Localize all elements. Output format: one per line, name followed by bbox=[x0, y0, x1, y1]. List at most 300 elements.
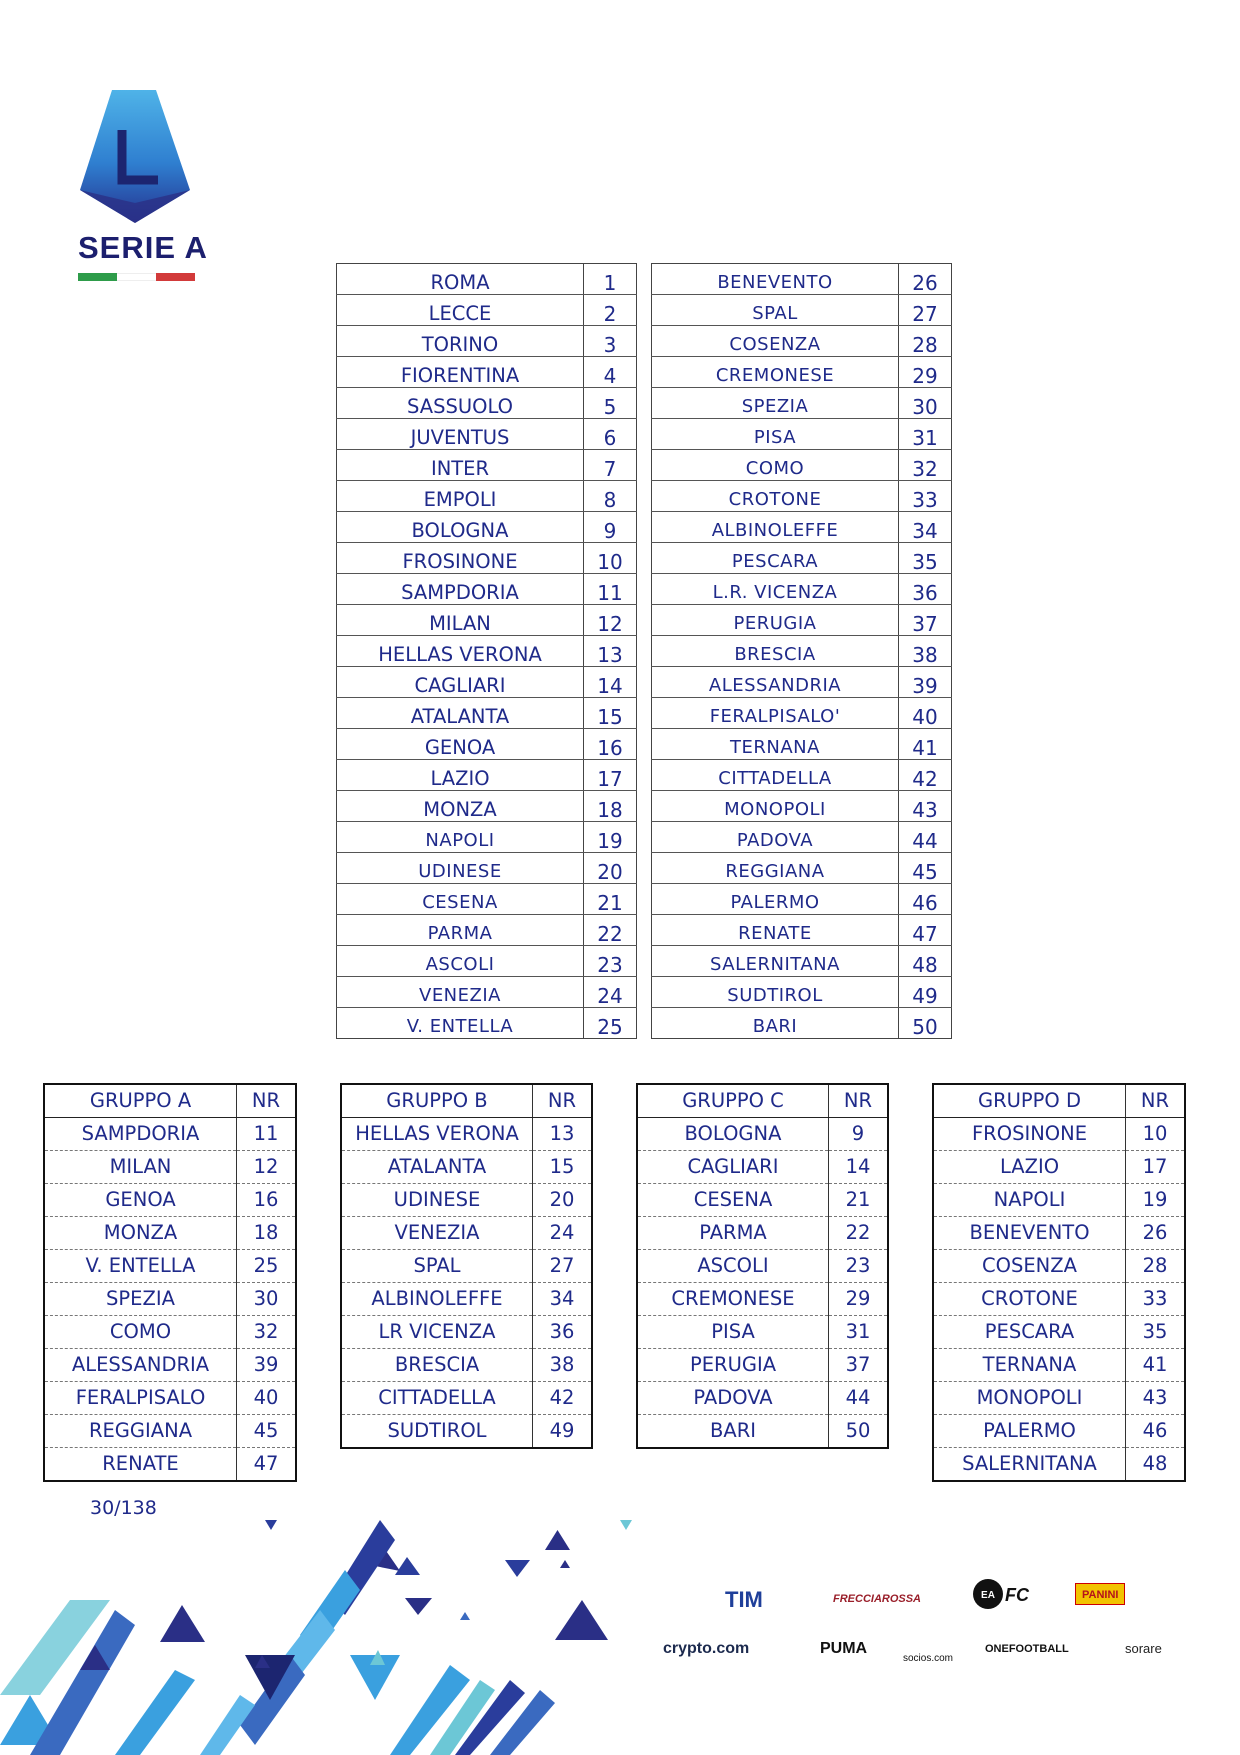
ranking-row bbox=[337, 791, 637, 822]
team-number: 45 bbox=[899, 853, 952, 884]
team-name: BENEVENTO bbox=[652, 264, 899, 295]
team-name: ALBINOLEFFE bbox=[652, 512, 899, 543]
group-row bbox=[933, 1118, 1185, 1151]
group-header-row bbox=[637, 1084, 888, 1118]
team-number: 9 bbox=[584, 512, 637, 543]
team-number: 46 bbox=[899, 884, 952, 915]
team-number: 34 bbox=[899, 512, 952, 543]
team-number: 40 bbox=[237, 1382, 297, 1415]
ranking-row bbox=[652, 853, 952, 884]
group-row bbox=[933, 1349, 1185, 1382]
team-name: ASCOLI bbox=[337, 946, 584, 977]
team-name: TORINO bbox=[337, 326, 584, 357]
nr-header: NR bbox=[829, 1084, 889, 1118]
group-row bbox=[341, 1184, 592, 1217]
team-name: LECCE bbox=[337, 295, 584, 326]
team-name: EMPOLI bbox=[337, 481, 584, 512]
team-number: 39 bbox=[237, 1349, 297, 1382]
team-name: BARI bbox=[652, 1008, 899, 1039]
sponsor-sorare-logo: sorare bbox=[1125, 1641, 1162, 1656]
ranking-row bbox=[337, 977, 637, 1008]
group-row bbox=[933, 1283, 1185, 1316]
team-name: SUDTIROL bbox=[341, 1415, 533, 1449]
group-row bbox=[637, 1184, 888, 1217]
team-number: 17 bbox=[1126, 1151, 1186, 1184]
group-header-row bbox=[44, 1084, 296, 1118]
team-name: CROTONE bbox=[652, 481, 899, 512]
group-row bbox=[933, 1217, 1185, 1250]
ranking-row bbox=[337, 295, 637, 326]
svg-text:FC: FC bbox=[1005, 1585, 1029, 1605]
group-row bbox=[933, 1448, 1185, 1482]
team-name: V. ENTELLA bbox=[337, 1008, 584, 1039]
team-number: 10 bbox=[1126, 1118, 1186, 1151]
team-number: 18 bbox=[584, 791, 637, 822]
team-name: PISA bbox=[652, 419, 899, 450]
team-number: 14 bbox=[829, 1151, 889, 1184]
team-number: 39 bbox=[899, 667, 952, 698]
group-row bbox=[44, 1151, 296, 1184]
team-number: 12 bbox=[237, 1151, 297, 1184]
team-name: BENEVENTO bbox=[933, 1217, 1126, 1250]
team-name: CAGLIARI bbox=[637, 1151, 829, 1184]
team-name: NAPOLI bbox=[933, 1184, 1126, 1217]
team-name: BRESCIA bbox=[341, 1349, 533, 1382]
group-b-table bbox=[340, 1083, 593, 1449]
team-number: 27 bbox=[899, 295, 952, 326]
team-number: 21 bbox=[584, 884, 637, 915]
team-name: PARMA bbox=[337, 915, 584, 946]
team-number: 44 bbox=[829, 1382, 889, 1415]
group-row bbox=[44, 1448, 296, 1482]
team-name: GENOA bbox=[337, 729, 584, 760]
group-row bbox=[44, 1283, 296, 1316]
group-row bbox=[933, 1415, 1185, 1448]
team-name: MONZA bbox=[337, 791, 584, 822]
sponsor-ea-sports-fc-logo bbox=[973, 1577, 1033, 1616]
team-number: 49 bbox=[549, 1419, 575, 1442]
team-number: 38 bbox=[533, 1349, 593, 1382]
sponsor-onefootball-logo: ONEFOOTBALL bbox=[985, 1643, 1069, 1655]
ranking-row bbox=[337, 419, 637, 450]
team-name: PALERMO bbox=[933, 1415, 1126, 1448]
team-name: MONOPOLI bbox=[652, 791, 899, 822]
team-name: SPAL bbox=[652, 295, 899, 326]
sponsor-frecciarossa-logo: FRECCIAROSSA bbox=[833, 1593, 922, 1605]
group-row bbox=[44, 1415, 296, 1448]
group-a-table bbox=[43, 1083, 297, 1482]
team-number: 29 bbox=[899, 357, 952, 388]
team-name: SAMPDORIA bbox=[337, 574, 584, 605]
team-name: CITTADELLA bbox=[652, 760, 899, 791]
team-name: L.R. VICENZA bbox=[652, 574, 899, 605]
sponsors-bar bbox=[655, 1585, 1215, 1695]
team-number: 32 bbox=[237, 1316, 297, 1349]
team-number: 5 bbox=[584, 388, 637, 419]
team-number: 26 bbox=[899, 264, 952, 295]
team-name: SASSUOLO bbox=[337, 388, 584, 419]
ranking-row bbox=[652, 1008, 952, 1039]
ranking-row bbox=[337, 667, 637, 698]
team-number: 18 bbox=[237, 1217, 297, 1250]
ranking-row bbox=[337, 915, 637, 946]
ranking-row bbox=[652, 822, 952, 853]
team-number: 2 bbox=[584, 295, 637, 326]
team-name: SALERNITANA bbox=[652, 946, 899, 977]
team-name: HELLAS VERONA bbox=[337, 636, 584, 667]
ranking-row bbox=[337, 636, 637, 667]
team-number: 35 bbox=[899, 543, 952, 574]
ranking-row bbox=[652, 326, 952, 357]
ranking-row bbox=[652, 667, 952, 698]
team-name: TERNANA bbox=[933, 1349, 1126, 1382]
team-number: 43 bbox=[899, 791, 952, 822]
team-name: COMO bbox=[44, 1316, 237, 1349]
ranking-row bbox=[337, 605, 637, 636]
team-number: 44 bbox=[899, 822, 952, 853]
team-number: 33 bbox=[899, 481, 952, 512]
team-number: 43 bbox=[1126, 1382, 1186, 1415]
team-name: TERNANA bbox=[652, 729, 899, 760]
nr-header: NR bbox=[533, 1084, 593, 1118]
ranking-row bbox=[652, 884, 952, 915]
ranking-row bbox=[652, 512, 952, 543]
team-number: 49 bbox=[899, 977, 952, 1008]
team-number: 4 bbox=[584, 357, 637, 388]
team-name: REGGIANA bbox=[652, 853, 899, 884]
team-name: CREMONESE bbox=[652, 357, 899, 388]
team-number: 29 bbox=[829, 1283, 889, 1316]
group-row bbox=[341, 1151, 592, 1184]
group-row bbox=[44, 1382, 296, 1415]
group-d-table bbox=[932, 1083, 1186, 1482]
team-name: FROSINONE bbox=[933, 1118, 1126, 1151]
group-row bbox=[637, 1349, 888, 1382]
ranking-row bbox=[337, 481, 637, 512]
team-number: 37 bbox=[899, 605, 952, 636]
team-name: CREMONESE bbox=[637, 1283, 829, 1316]
team-number: 13 bbox=[533, 1118, 593, 1151]
ranking-row bbox=[337, 326, 637, 357]
team-name: CESENA bbox=[337, 884, 584, 915]
team-number: 20 bbox=[533, 1184, 593, 1217]
team-number: 31 bbox=[829, 1316, 889, 1349]
team-number: 15 bbox=[533, 1151, 593, 1184]
team-name: PESCARA bbox=[652, 543, 899, 574]
ranking-row bbox=[652, 791, 952, 822]
team-number: 35 bbox=[1126, 1316, 1186, 1349]
group-row bbox=[637, 1316, 888, 1349]
group-row bbox=[637, 1250, 888, 1283]
team-name: VENEZIA bbox=[341, 1217, 533, 1250]
team-name: V. ENTELLA bbox=[44, 1250, 237, 1283]
group-title: GRUPPO B bbox=[341, 1084, 533, 1118]
team-number: 41 bbox=[899, 729, 952, 760]
team-number: 38 bbox=[899, 636, 952, 667]
team-name: PESCARA bbox=[933, 1316, 1126, 1349]
team-name: MILAN bbox=[337, 605, 584, 636]
team-number: 22 bbox=[584, 915, 637, 946]
ranking-row bbox=[337, 450, 637, 481]
ranking-row bbox=[337, 357, 637, 388]
group-row bbox=[637, 1217, 888, 1250]
team-number: 40 bbox=[899, 698, 952, 729]
group-row bbox=[637, 1118, 888, 1151]
team-name: ATALANTA bbox=[337, 698, 584, 729]
group-row bbox=[44, 1184, 296, 1217]
team-name: ASCOLI bbox=[637, 1250, 829, 1283]
group-title: GRUPPO D bbox=[933, 1084, 1126, 1118]
team-name: BRESCIA bbox=[652, 636, 899, 667]
team-number: 19 bbox=[584, 822, 637, 853]
team-name: HELLAS VERONA bbox=[341, 1118, 533, 1151]
team-name: PALERMO bbox=[652, 884, 899, 915]
team-number: 47 bbox=[253, 1452, 279, 1475]
team-name: PERUGIA bbox=[637, 1349, 829, 1382]
team-name: MONZA bbox=[44, 1217, 237, 1250]
ranking-row bbox=[652, 946, 952, 977]
team-name: LAZIO bbox=[337, 760, 584, 791]
team-number: 48 bbox=[1142, 1452, 1168, 1475]
group-row bbox=[637, 1415, 888, 1449]
team-name: UDINESE bbox=[341, 1184, 533, 1217]
team-name: LAZIO bbox=[933, 1151, 1126, 1184]
team-number: 34 bbox=[533, 1283, 593, 1316]
team-name: SAMPDORIA bbox=[44, 1118, 237, 1151]
group-header-row bbox=[341, 1084, 592, 1118]
team-name: SPEZIA bbox=[44, 1283, 237, 1316]
team-name: FERALPISALO bbox=[44, 1382, 237, 1415]
ranking-row bbox=[337, 729, 637, 760]
team-number: 42 bbox=[533, 1382, 593, 1415]
team-name: PADOVA bbox=[637, 1382, 829, 1415]
team-name: SPAL bbox=[341, 1250, 533, 1283]
sponsor-panini-logo bbox=[1075, 1583, 1125, 1605]
team-name: REGGIANA bbox=[44, 1415, 237, 1448]
team-name: ALESSANDRIA bbox=[44, 1349, 237, 1382]
svg-text:EA: EA bbox=[981, 1590, 995, 1601]
team-number: 23 bbox=[829, 1250, 889, 1283]
group-row bbox=[341, 1118, 592, 1151]
team-number: 28 bbox=[899, 326, 952, 357]
team-number: 50 bbox=[912, 1015, 938, 1039]
team-number: 23 bbox=[584, 946, 637, 977]
team-number: 25 bbox=[237, 1250, 297, 1283]
sponsor-socios-logo: socios.com bbox=[903, 1653, 954, 1664]
team-number: 28 bbox=[1126, 1250, 1186, 1283]
group-row bbox=[933, 1184, 1185, 1217]
team-number: 36 bbox=[899, 574, 952, 605]
ranking-row bbox=[652, 419, 952, 450]
team-number: 16 bbox=[584, 729, 637, 760]
ranking-row bbox=[652, 915, 952, 946]
ranking-row bbox=[652, 977, 952, 1008]
team-number: 12 bbox=[584, 605, 637, 636]
team-number: 19 bbox=[1126, 1184, 1186, 1217]
serie-a-wordmark: SERIE A bbox=[78, 230, 208, 265]
team-number: 13 bbox=[584, 636, 637, 667]
team-name: MONOPOLI bbox=[933, 1382, 1126, 1415]
team-name: CESENA bbox=[637, 1184, 829, 1217]
team-number: 11 bbox=[237, 1118, 297, 1151]
team-number: 8 bbox=[584, 481, 637, 512]
ranking-row bbox=[652, 605, 952, 636]
group-row bbox=[44, 1316, 296, 1349]
group-header-row bbox=[933, 1084, 1185, 1118]
italian-flag-stripe bbox=[78, 273, 195, 281]
team-number: 10 bbox=[584, 543, 637, 574]
serie-a-logo-icon bbox=[70, 85, 200, 235]
team-name: CROTONE bbox=[933, 1283, 1126, 1316]
ranking-row bbox=[337, 1008, 637, 1039]
team-number: 45 bbox=[237, 1415, 297, 1448]
team-name: GENOA bbox=[44, 1184, 237, 1217]
ranking-row bbox=[337, 946, 637, 977]
ranking-row bbox=[337, 822, 637, 853]
ranking-row bbox=[337, 543, 637, 574]
team-name: ROMA bbox=[337, 264, 584, 295]
team-number: 22 bbox=[829, 1217, 889, 1250]
team-name: COMO bbox=[652, 450, 899, 481]
group-row bbox=[341, 1382, 592, 1415]
team-number: 7 bbox=[584, 450, 637, 481]
team-number: 24 bbox=[533, 1217, 593, 1250]
team-name: MILAN bbox=[44, 1151, 237, 1184]
team-name: VENEZIA bbox=[337, 977, 584, 1008]
team-number: 48 bbox=[899, 946, 952, 977]
team-name: BOLOGNA bbox=[637, 1118, 829, 1151]
ranking-row bbox=[652, 760, 952, 791]
team-number: 9 bbox=[829, 1118, 889, 1151]
group-title: GRUPPO C bbox=[637, 1084, 829, 1118]
group-row bbox=[933, 1382, 1185, 1415]
decorative-triangles bbox=[0, 1515, 640, 1755]
ranking-row bbox=[652, 543, 952, 574]
team-number: 14 bbox=[584, 667, 637, 698]
sponsor-tim-logo: TIM bbox=[725, 1587, 763, 1612]
team-name: RENATE bbox=[44, 1448, 237, 1482]
ranking-row bbox=[652, 698, 952, 729]
group-row bbox=[637, 1283, 888, 1316]
team-name: BOLOGNA bbox=[337, 512, 584, 543]
group-row bbox=[44, 1217, 296, 1250]
team-name: BARI bbox=[637, 1415, 829, 1449]
team-number: 24 bbox=[584, 977, 637, 1008]
team-name: SUDTIROL bbox=[652, 977, 899, 1008]
team-name: JUVENTUS bbox=[337, 419, 584, 450]
team-number: 47 bbox=[899, 915, 952, 946]
ranking-row bbox=[652, 574, 952, 605]
team-number: 36 bbox=[533, 1316, 593, 1349]
team-number: 25 bbox=[597, 1015, 623, 1039]
group-row bbox=[341, 1415, 592, 1449]
team-name: SALERNITANA bbox=[933, 1448, 1126, 1482]
group-c-table bbox=[636, 1083, 889, 1449]
team-number: 33 bbox=[1126, 1283, 1186, 1316]
team-name: INTER bbox=[337, 450, 584, 481]
team-number: 21 bbox=[829, 1184, 889, 1217]
team-name: PARMA bbox=[637, 1217, 829, 1250]
team-name: ATALANTA bbox=[341, 1151, 533, 1184]
group-row bbox=[637, 1151, 888, 1184]
group-row bbox=[933, 1316, 1185, 1349]
nr-header: NR bbox=[1126, 1084, 1186, 1118]
team-number: 16 bbox=[237, 1184, 297, 1217]
team-number: 17 bbox=[584, 760, 637, 791]
sponsor-crypto-com-logo: crypto.com bbox=[663, 1640, 750, 1657]
group-row bbox=[933, 1151, 1185, 1184]
ranking-row bbox=[652, 357, 952, 388]
team-name: NAPOLI bbox=[337, 822, 584, 853]
team-number: 30 bbox=[237, 1283, 297, 1316]
ranking-row bbox=[337, 388, 637, 419]
group-title: GRUPPO A bbox=[44, 1084, 237, 1118]
team-number: 50 bbox=[845, 1419, 871, 1442]
group-row bbox=[44, 1118, 296, 1151]
group-row bbox=[341, 1316, 592, 1349]
ranking-row bbox=[337, 512, 637, 543]
ranking-row bbox=[337, 698, 637, 729]
team-name: FERALPISALO' bbox=[652, 698, 899, 729]
ranking-row bbox=[652, 450, 952, 481]
ranking-table-1-25 bbox=[336, 263, 637, 1039]
group-row bbox=[341, 1349, 592, 1382]
team-number: 15 bbox=[584, 698, 637, 729]
team-name: FIORENTINA bbox=[337, 357, 584, 388]
team-number: 30 bbox=[899, 388, 952, 419]
team-number: 42 bbox=[899, 760, 952, 791]
team-name: PERUGIA bbox=[652, 605, 899, 636]
team-number: 46 bbox=[1126, 1415, 1186, 1448]
team-number: 41 bbox=[1126, 1349, 1186, 1382]
team-name: ALBINOLEFFE bbox=[341, 1283, 533, 1316]
team-name: ALESSANDRIA bbox=[652, 667, 899, 698]
group-row bbox=[44, 1250, 296, 1283]
ranking-row bbox=[337, 760, 637, 791]
ranking-row bbox=[652, 481, 952, 512]
team-number: 3 bbox=[584, 326, 637, 357]
ranking-row bbox=[652, 636, 952, 667]
team-name: COSENZA bbox=[933, 1250, 1126, 1283]
team-name: COSENZA bbox=[652, 326, 899, 357]
group-row bbox=[44, 1349, 296, 1382]
team-number: 31 bbox=[899, 419, 952, 450]
group-row bbox=[933, 1250, 1185, 1283]
team-number: 27 bbox=[533, 1250, 593, 1283]
sponsor-puma-logo: PUMA bbox=[820, 1640, 868, 1657]
team-name: FROSINONE bbox=[337, 543, 584, 574]
group-row bbox=[341, 1217, 592, 1250]
team-number: 1 bbox=[584, 264, 637, 295]
team-number: 32 bbox=[899, 450, 952, 481]
ranking-row bbox=[652, 388, 952, 419]
team-name: CITTADELLA bbox=[341, 1382, 533, 1415]
group-row bbox=[341, 1283, 592, 1316]
team-number: 20 bbox=[584, 853, 637, 884]
team-name: SPEZIA bbox=[652, 388, 899, 419]
team-name: CAGLIARI bbox=[337, 667, 584, 698]
group-row bbox=[341, 1250, 592, 1283]
team-name: UDINESE bbox=[337, 853, 584, 884]
team-number: 26 bbox=[1126, 1217, 1186, 1250]
team-number: 37 bbox=[829, 1349, 889, 1382]
panini-label: PANINI bbox=[1082, 1589, 1119, 1601]
team-name: PADOVA bbox=[652, 822, 899, 853]
ranking-row bbox=[337, 853, 637, 884]
ranking-row bbox=[652, 264, 952, 295]
page-number: 30/138 bbox=[90, 1497, 157, 1519]
nr-header: NR bbox=[237, 1084, 297, 1118]
